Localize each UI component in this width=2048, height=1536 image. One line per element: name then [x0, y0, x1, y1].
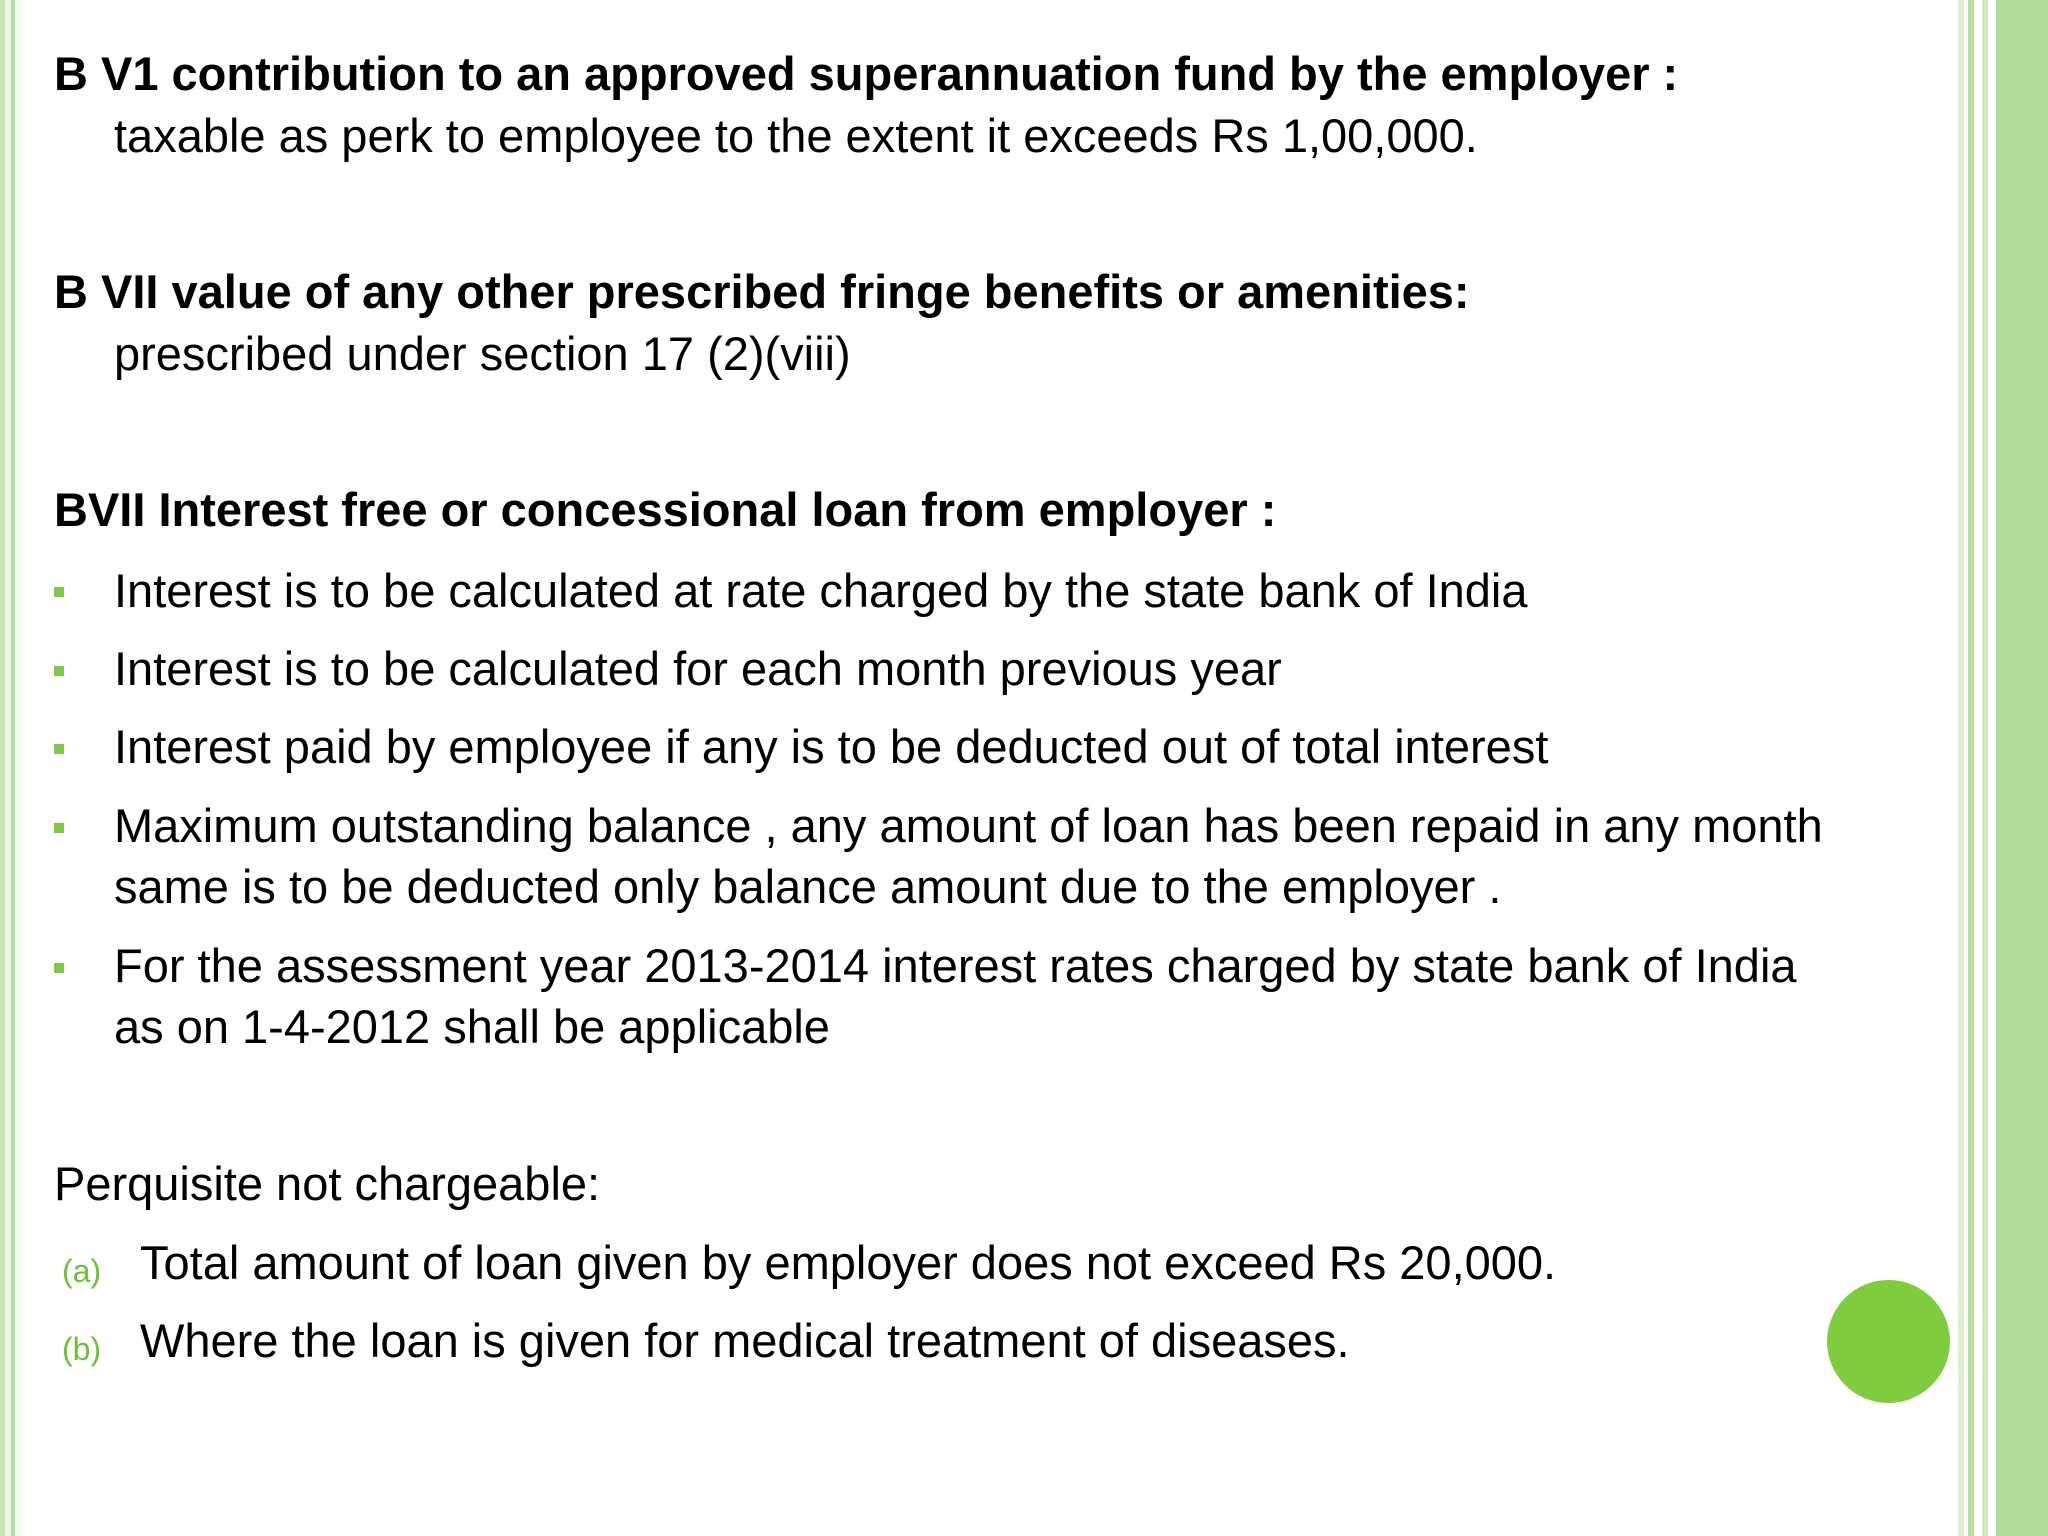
- bullet-line: Interest is to be calculated for each month previous year: [114, 642, 1282, 695]
- bullet-square-icon: [54, 963, 64, 973]
- bvii-other-detail: prescribed under section 17 (2)(viii): [114, 327, 851, 380]
- bullet-square-icon: [54, 587, 64, 597]
- bvi-detail: taxable as perk to employee to the extent it exceeds Rs 1,00,000.: [114, 109, 1478, 162]
- right-decorative-border: [1958, 0, 2048, 1536]
- bvii-loan-heading: BVII Interest free or concessional loan from employer :: [54, 483, 1277, 536]
- list-marker: (b): [62, 1331, 102, 1367]
- bullet-square-icon: [54, 744, 64, 754]
- list-item-text: Total amount of loan given by employer does not exceed Rs 20,000.: [140, 1236, 1557, 1289]
- bullet-line: same is to be deducted only balance amount due to the employer .: [114, 860, 1502, 913]
- decorative-circle-icon: [1827, 1280, 1950, 1403]
- bullet-line: Maximum outstanding balance , any amount of loan has been repaid in any month: [114, 799, 1823, 852]
- perquisite-heading: Perquisite not chargeable:: [54, 1157, 601, 1210]
- bullet-line: Interest paid by employee if any is to be deducted out of total interest: [114, 720, 1549, 773]
- bullet-line: Interest is to be calculated at rate charged by the state bank of India: [114, 564, 1528, 617]
- bvi-heading: B V1 contribution to an approved superannuation fund by the employer :: [54, 47, 1679, 100]
- bvii-other-heading: B VII value of any other prescribed fringe benefits or amenities:: [54, 265, 1470, 318]
- list-item-text: Where the loan is given for medical treatment of diseases.: [140, 1314, 1350, 1367]
- bullet-line: For the assessment year 2013-2014 interest rates charged by state bank of India: [114, 939, 1797, 992]
- list-marker: (a): [62, 1253, 102, 1289]
- bullet-square-icon: [54, 823, 64, 833]
- bullet-square-icon: [54, 666, 64, 676]
- bullet-line: as on 1-4-2012 shall be applicable: [114, 1000, 830, 1053]
